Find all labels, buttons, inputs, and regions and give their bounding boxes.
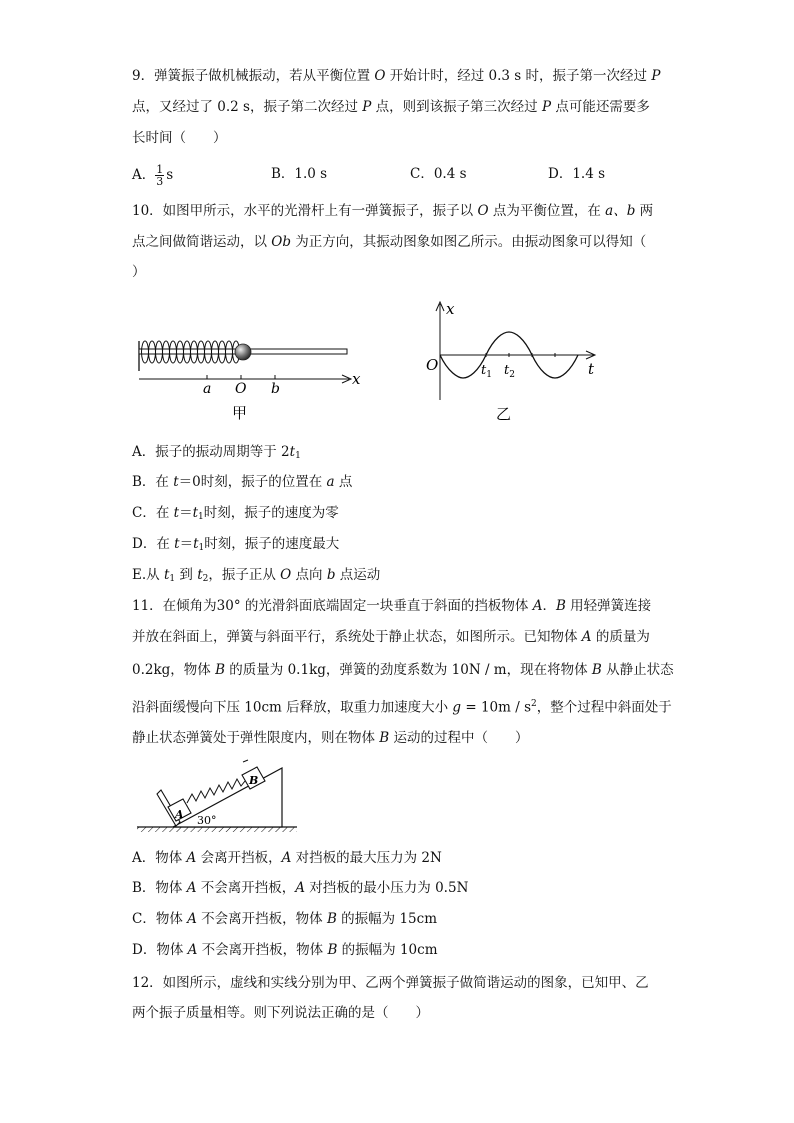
caption-yi: 乙	[496, 405, 512, 423]
q11-line-3: 0.2kg，物体 B 的质量为 0.1kg，弹簧的劲度系数为 10N / m，现在将物体 B 从静止状态	[132, 662, 674, 678]
q9-option-a: A． $\frac{1}{3}$ s	[132, 163, 174, 188]
figure-yi	[422, 298, 602, 428]
q9-line-2: 点，又经过了 0.2 s，振子第二次经过 P 点，则到该振子第三次经过 P 点可能还需要多	[132, 99, 650, 115]
q9-line-3: 长时间（ ）	[132, 130, 227, 146]
ground-hatch	[137, 827, 297, 832]
q10-option-d: D．在 $t=t_1$时刻，振子的速度最大	[132, 536, 340, 553]
label-O: O	[235, 381, 247, 397]
oscillator-ball	[235, 344, 251, 360]
q11-option-b: B．物体 A 不会离开挡板，A 对挡板的最小压力为 0.5N	[132, 880, 469, 896]
q10-line-3: ）	[132, 264, 146, 280]
q11-line-1: 11．在倾角为30° 的光滑斜面底端固定一块垂直于斜面的挡板物体 A．B 用轻弹簧连接	[132, 598, 652, 614]
label-A: A	[175, 808, 184, 821]
q9-option-d: D．1.4 s	[548, 166, 606, 182]
figure-jia	[135, 335, 365, 425]
label-t1: $t_1$	[481, 363, 492, 380]
q11-option-d: D．物体 A 不会离开挡板，物体 B 的振幅为 10cm	[132, 942, 438, 958]
q10-option-b: B．在 t＝0时刻，振子的位置在 a 点	[132, 474, 353, 490]
q10-option-e: E.从 $t_1$ 到 $t_2$，振子正从 O 点向 b 点运动	[132, 567, 381, 584]
q10-line-2: 点之间做简谐运动，以 Ob 为正方向，其振动图象如图乙所示。由振动图象可以得知（	[132, 234, 647, 250]
label-t2: $t_2$	[504, 363, 515, 380]
q11-line-5: 静止状态弹簧处于弹性限度内，则在物体 B 运动的过程中（ ）	[132, 730, 529, 746]
q9-option-c: C．0.4 s	[410, 166, 467, 182]
incline	[173, 768, 282, 827]
q11-option-c: C．物体 A 不会离开挡板，物体 B 的振幅为 15cm	[132, 911, 438, 927]
q11-line-2: 并放在斜面上，弹簧与斜面平行，系统处于静止状态，如图所示。已知物体 A 的质量为	[132, 629, 650, 645]
label-angle: 30°	[197, 814, 217, 827]
q9-option-b: B．1.0 s	[271, 166, 328, 182]
q12-line-2: 两个振子质量相等。则下列说法正确的是（ ）	[132, 1005, 429, 1021]
q11-option-a: A．物体 A 会离开挡板，A 对挡板的最大压力为 2N	[132, 850, 442, 866]
q10-line-1: 10．如图甲所示，水平的光滑杆上有一弹簧振子，振子以 O 点为平衡位置，在 a、b 两	[132, 203, 654, 219]
caption-jia: 甲	[232, 404, 248, 422]
q9-line-1: 9．弹簧振子做机械振动，若从平衡位置 O 开始计时，经过 0.3 s 时，振子第一次经过 P	[132, 68, 661, 84]
q10-option-c: C．在 $t=t_1$时刻，振子的速度为零	[132, 505, 339, 522]
q11-line-4: 沿斜面缓慢向下压 10cm 后释放，取重力加速度大小 $g = 10m / s^2$，整个过程中斜面处于	[132, 699, 672, 716]
figure-incline	[135, 760, 305, 840]
label-O: O	[426, 356, 439, 374]
q10-option-a: A．振子的振动周期等于 $2t_1$	[132, 444, 301, 461]
label-t: t	[588, 360, 595, 378]
label-b: b	[271, 381, 280, 397]
label-B: B	[249, 774, 259, 787]
q12-line-1: 12．如图所示，虚线和实线分别为甲、乙两个弹簧振子做简谐运动的图象，已知甲、乙	[132, 975, 649, 991]
label-x: x	[446, 300, 455, 318]
fraction: $\frac{1}{3}$	[156, 163, 164, 188]
label-a: a	[203, 381, 212, 397]
label-x: x	[352, 370, 361, 388]
